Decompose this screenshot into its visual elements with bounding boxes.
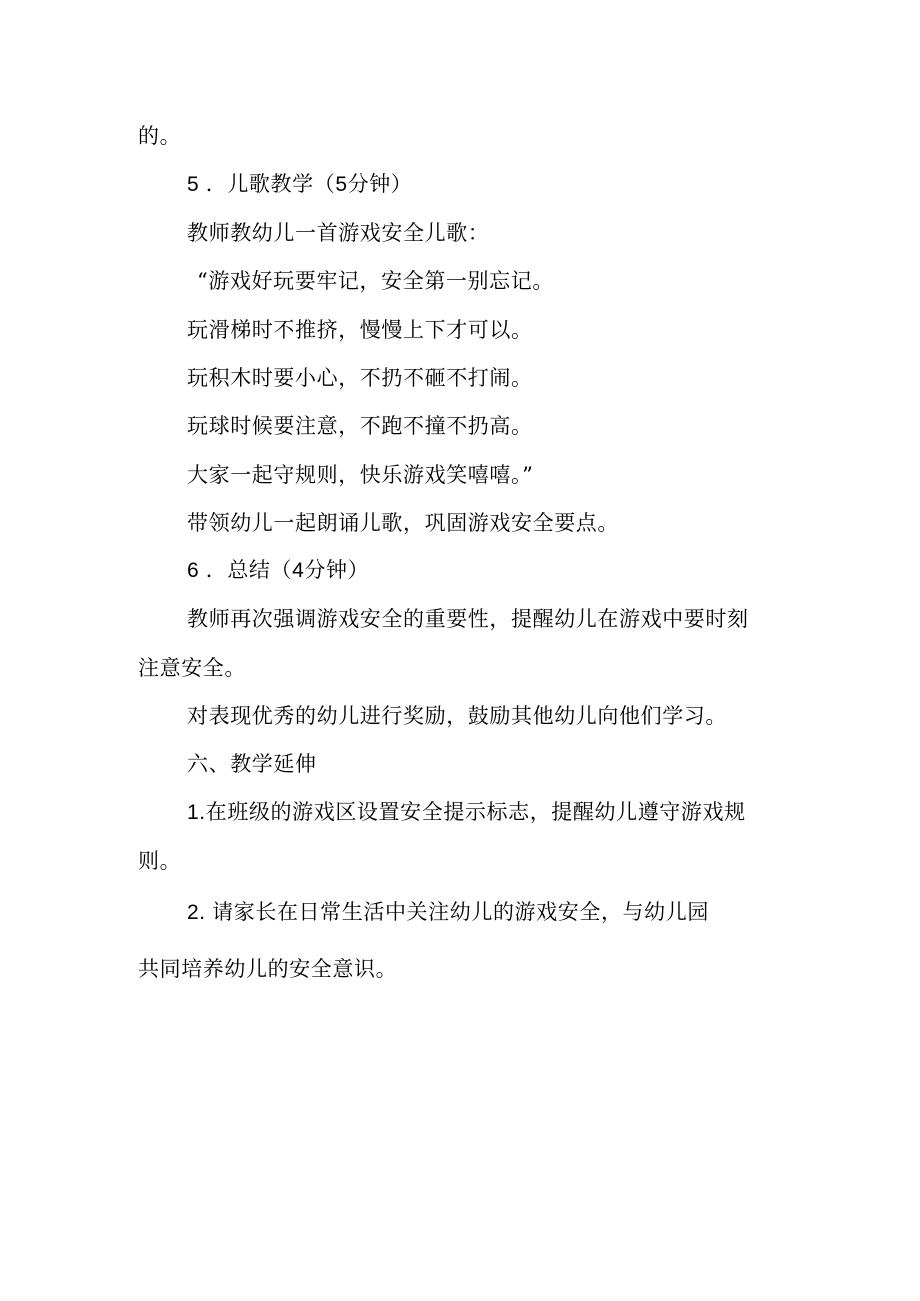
text-line-9: 带领幼儿一起朗诵儿歌，巩固游戏安全要点。: [187, 511, 619, 535]
poem-line-1: “游戏好玩要牢记，安全第一别忘记。: [197, 269, 554, 293]
text-line-11: 教师再次强调游戏安全的重要性，提醒幼儿在游戏中要时刻: [187, 607, 749, 631]
section-heading-extension: 六、教学延伸: [187, 752, 317, 776]
text-line-13: 对表现优秀的幼儿进行奖励，鼓励其他幼儿向他们学习。: [187, 704, 727, 728]
text-line-18: 共同培养幼儿的安全意识。: [138, 957, 398, 981]
text-line-17: 2. 请家长在日常生活中关注幼儿的游戏安全，与幼儿园: [187, 901, 709, 924]
section-heading-5: 5 ．儿歌教学（5分钟）: [187, 173, 413, 196]
text-line-16: 则。: [138, 849, 182, 873]
text-line-12: 注意安全。: [138, 656, 246, 680]
poem-line-4: 玩球时候要注意，不跑不撞不扔高。: [187, 414, 533, 438]
section-heading-6: 6 ．总结（4分钟）: [187, 559, 370, 582]
text-line-3: 教师教幼儿一首游戏安全儿歌：: [187, 221, 490, 245]
text-line-15: 1.在班级的游戏区设置安全提示标志，提醒幼儿遵守游戏规: [187, 801, 746, 824]
poem-line-2: 玩滑梯时不推挤，慢慢上下才可以。: [187, 318, 533, 342]
poem-line-3: 玩积木时要小心，不扔不砸不打闹。: [187, 366, 533, 390]
text-line-1: 的。: [138, 124, 182, 148]
poem-line-5: 大家一起守规则，快乐游戏笑嘻嘻。”: [187, 463, 534, 487]
